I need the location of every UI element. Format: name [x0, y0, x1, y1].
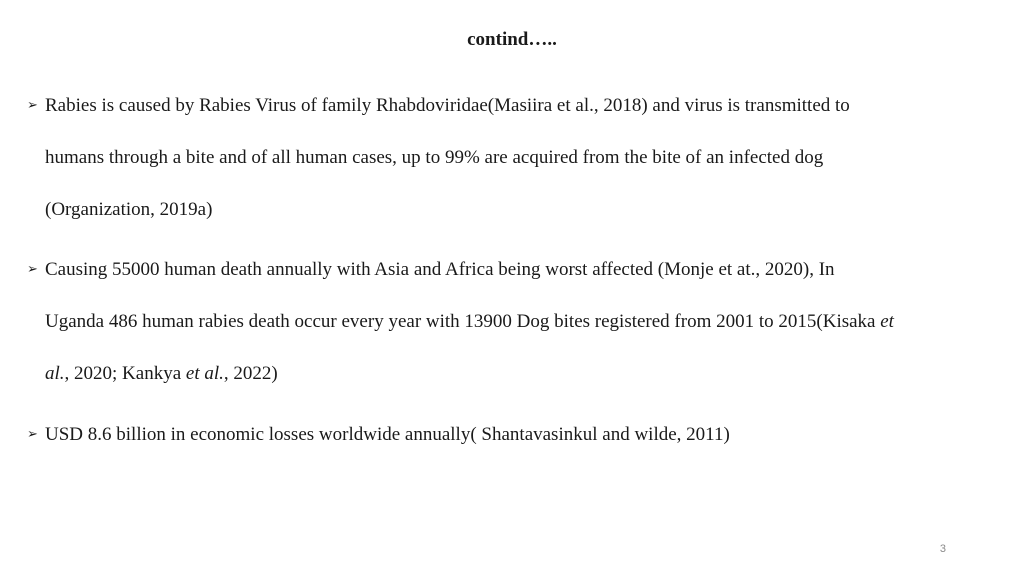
arrow-bullet-icon: ➢	[27, 98, 38, 113]
bullet-item-2	[27, 244, 1017, 400]
bullet-line: USD 8.6 billion in economic losses worldwide annually( Shantavasinkul and wilde, 2011)	[45, 424, 730, 445]
slide-title: contind…..	[467, 29, 557, 50]
bullet-line: (Organization, 2019a)	[45, 199, 213, 220]
page-number: 3	[939, 543, 946, 555]
bullet-text	[45, 244, 1017, 400]
bullet-line	[45, 348, 1017, 400]
bullet-line-text: Uganda 486 human rabies death occur every year with 13900 Dog bites registered from 2001 to 2015(Kisaka	[45, 311, 881, 332]
italic-et-al: et al.	[185, 363, 224, 384]
bullet-line	[45, 296, 1017, 348]
arrow-bullet-icon: ➢	[27, 427, 38, 442]
bullet-text	[45, 409, 1017, 461]
bullet-line-text: , 2020; Kankya	[64, 363, 186, 384]
bullet-line: Rabies is caused by Rabies Virus of family Rhabdoviridae(Masiira et al., 2018) and virus is transmitted to	[45, 95, 850, 116]
bullet-item-1	[27, 80, 1017, 236]
bullet-line-text: , 2022)	[223, 363, 278, 384]
bullet-line: Causing 55000 human death annually with Asia and Africa being worst affected (Monje et at., 2020), In	[45, 259, 835, 280]
arrow-bullet-icon: ➢	[27, 262, 38, 277]
bullet-item-3	[27, 409, 1017, 461]
italic-al: al.	[45, 363, 65, 384]
bullet-text	[45, 80, 1017, 236]
bullet-line: humans through a bite and of all human cases, up to 99% are acquired from the bite of an infected dog	[45, 147, 824, 168]
italic-et: et	[880, 311, 894, 332]
